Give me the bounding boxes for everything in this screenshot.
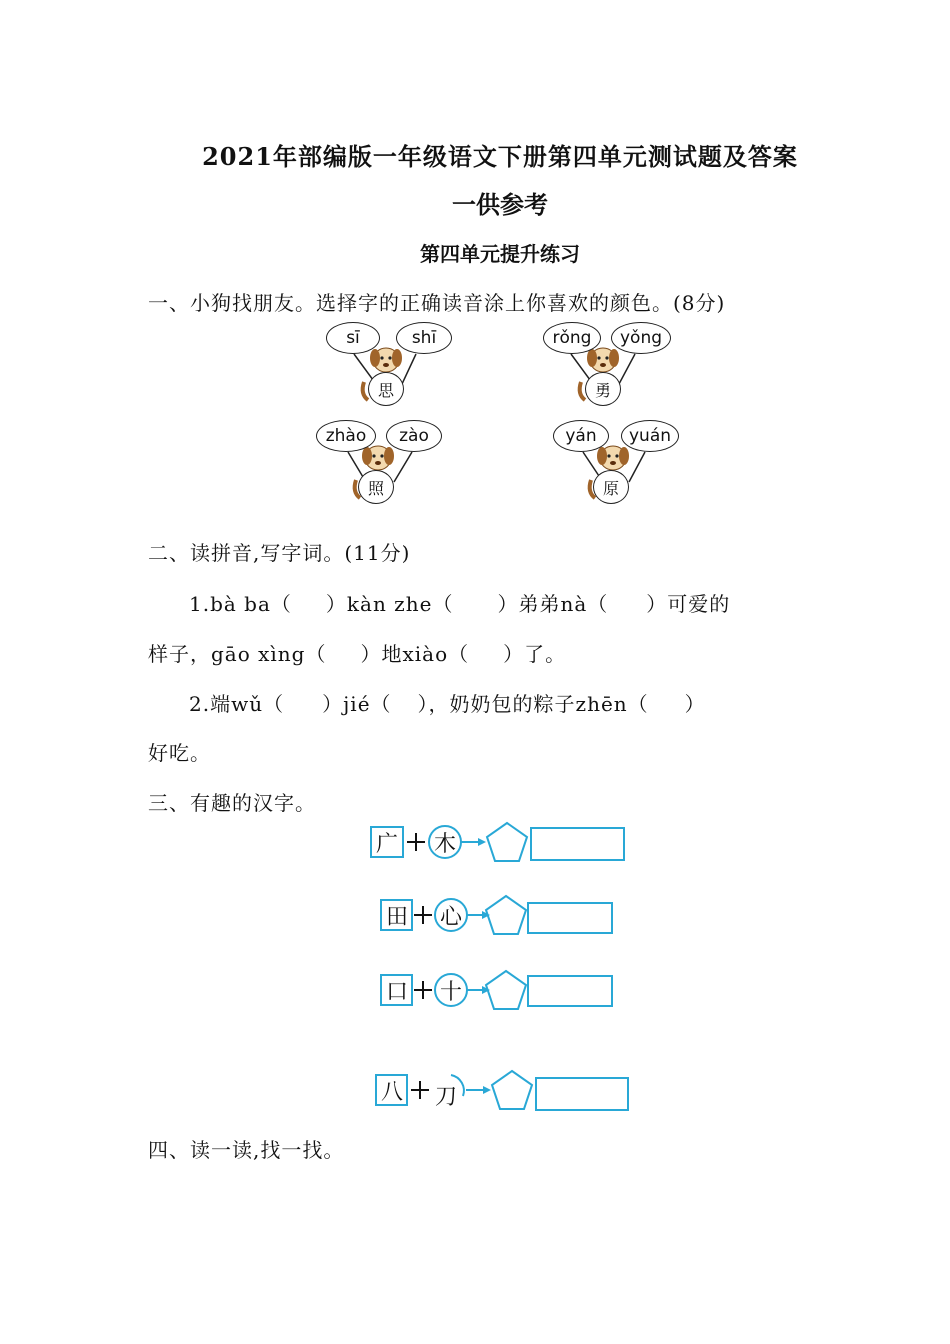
target-character: 勇 bbox=[585, 372, 621, 406]
question-4-prompt: 四、读一读,找一找。 bbox=[148, 1138, 345, 1162]
pinyin-option-left[interactable]: yán bbox=[553, 420, 609, 452]
q2-line-1: 1.bà ba（ ）kàn zhe（ ）弟弟nà（ ）可爱的 bbox=[189, 592, 731, 616]
component-box-char: 八 bbox=[381, 1080, 404, 1105]
character-puzzle bbox=[380, 970, 620, 1010]
question-3-prompt: 三、有趣的汉字。 bbox=[148, 791, 316, 815]
dog-choice-group bbox=[543, 322, 703, 422]
pinyin-option-left[interactable]: sī bbox=[326, 322, 380, 354]
component-box-char: 口 bbox=[386, 980, 409, 1005]
page-title: 2021年部编版一年级语文下册第四单元测试题及答案 bbox=[202, 142, 798, 171]
question-2-prompt: 二、读拼音,写字词。(11分) bbox=[148, 541, 411, 565]
answer-pentagon[interactable] bbox=[487, 823, 527, 861]
target-character: 思 bbox=[368, 372, 404, 406]
q2-line-2: 样子，gāo xìng（ ）地xiào（ ）了。 bbox=[148, 642, 567, 666]
section-heading: 第四单元提升练习 bbox=[420, 242, 580, 266]
answer-pentagon[interactable] bbox=[486, 971, 526, 1009]
component-box-char: 田 bbox=[386, 905, 409, 930]
answer-pentagon[interactable] bbox=[492, 1071, 532, 1109]
answer-box[interactable] bbox=[531, 828, 624, 860]
pinyin-option-left[interactable]: rǒng bbox=[543, 322, 601, 354]
answer-box[interactable] bbox=[528, 903, 612, 933]
answer-pentagon[interactable] bbox=[486, 896, 526, 934]
pinyin-option-right[interactable]: yuán bbox=[621, 420, 679, 452]
dog-choice-group bbox=[326, 322, 486, 422]
question-1-prompt: 一、小狗找朋友。选择字的正确读音涂上你喜欢的颜色。(8分) bbox=[148, 291, 726, 315]
character-puzzle bbox=[380, 895, 620, 935]
pinyin-option-left[interactable]: zhào bbox=[316, 420, 376, 452]
answer-box[interactable] bbox=[536, 1078, 628, 1110]
pinyin-option-right[interactable]: shī bbox=[396, 322, 452, 354]
character-puzzle bbox=[375, 1070, 635, 1110]
character-puzzle bbox=[370, 822, 630, 862]
q2-line-3: 2.端wǔ（ ）jié（ ），奶奶包的粽子zhēn（ ） bbox=[189, 692, 706, 716]
target-character: 照 bbox=[358, 470, 394, 504]
component-circle-char: 心 bbox=[440, 905, 463, 930]
target-character: 原 bbox=[593, 470, 629, 504]
component-circle-char: 木 bbox=[434, 832, 457, 857]
q2-line-4: 好吃。 bbox=[148, 741, 211, 765]
pinyin-option-right[interactable]: yǒng bbox=[611, 322, 671, 354]
dog-choice-group bbox=[553, 420, 713, 520]
page-subtitle: 一供参考 bbox=[452, 190, 548, 219]
answer-box[interactable] bbox=[528, 976, 612, 1006]
component-box-char: 广 bbox=[376, 832, 399, 857]
component-circle-char: 十 bbox=[440, 980, 463, 1005]
component-circle-char: 刀 bbox=[435, 1085, 458, 1110]
dog-choice-group bbox=[316, 420, 476, 520]
pinyin-option-right[interactable]: zào bbox=[386, 420, 442, 452]
